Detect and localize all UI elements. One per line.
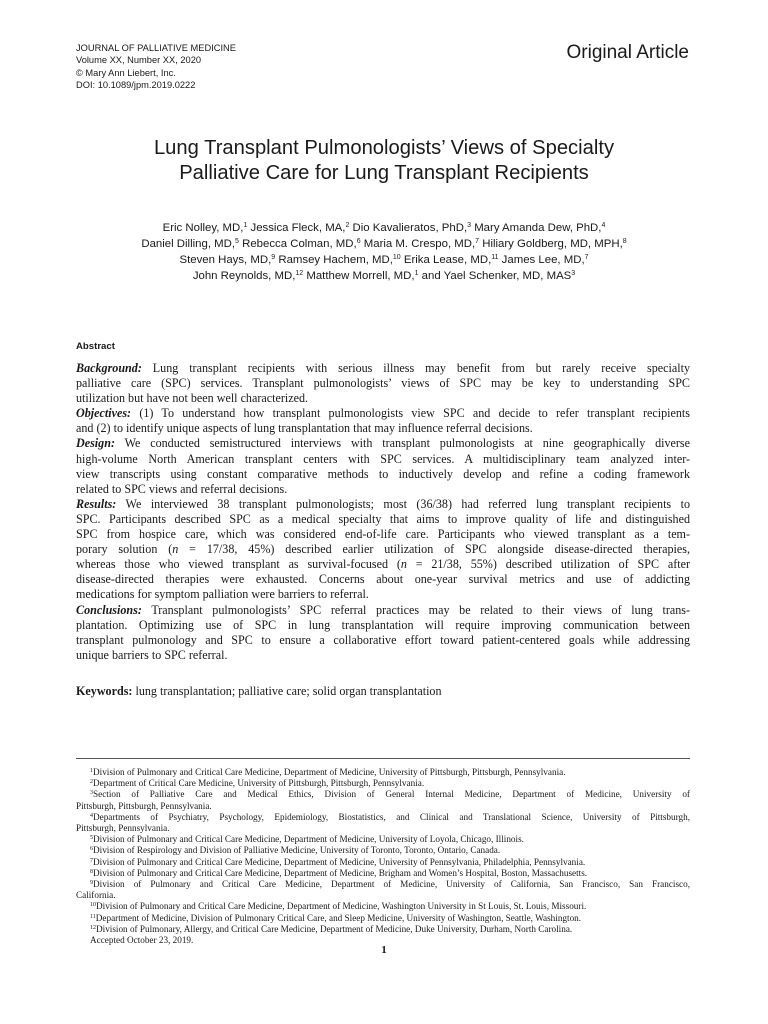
affiliation-ref: 1	[243, 222, 248, 229]
footnote-text: Departments of Psychiatry, Psychology, Epidemiology, Biostatistics, and Clinical and Translational Science, University of Pittsburgh,	[93, 811, 690, 822]
affiliation-ref: 3	[571, 270, 576, 277]
abstract-line	[76, 436, 690, 451]
abstract-line: medications for symptom palliation were barriers to referral.	[76, 587, 369, 602]
footnote-number: 4	[90, 812, 93, 819]
affiliation-ref: 11	[491, 254, 499, 261]
author-name: John Reynolds, MD,	[192, 270, 296, 282]
abstract-line	[76, 542, 690, 557]
abstract-line: related to SPC views and referral decisions.	[76, 481, 288, 496]
footnote-line	[76, 924, 690, 935]
author-line-1	[70, 220, 698, 236]
author-name: Mary Amanda Dew, PhD,	[471, 222, 602, 234]
footnote-text: Division of Pulmonary and Critical Care Medicine, Department of Medicine, University of Pennsylvania, Philadelphia, Pennsylvania.	[93, 856, 586, 867]
abstract-line: plantation. Optimizing use of SPC in lung transplantation will require improving communication between	[76, 617, 690, 632]
footnote-line	[76, 879, 690, 890]
article-type-label: Original Article	[566, 42, 689, 63]
abstract-line: and (2) to identify unique aspects of lung transplantation that may influence referral decisions.	[76, 421, 533, 436]
abstract-line: disease-directed therapies were exhausted. Concerns about one-year survival metrics and use of addicting	[76, 572, 690, 587]
abstract-line	[76, 603, 690, 618]
author-name: Maria M. Crespo, MD,	[360, 238, 476, 250]
abstract-line: high-volume North American transplant centers with SPC services. A multidisciplinary team analyzed inter-	[76, 451, 690, 466]
affiliation-footnotes	[76, 767, 690, 946]
journal-name: JOURNAL OF PALLIATIVE MEDICINE	[76, 43, 236, 53]
footnote-line	[76, 778, 690, 789]
abstract-body	[76, 361, 690, 663]
footnote-line	[76, 767, 690, 778]
journal-info	[76, 42, 236, 92]
footnote-number: 6	[90, 846, 93, 853]
footnote-number: 12	[90, 924, 96, 931]
author-name: Erika Lease, MD,	[400, 254, 492, 266]
footnote-text: Department of Medicine, Division of Pulmonary Critical Care, and Sleep Medicine, University of Washington, Seattle, Washington.	[95, 912, 582, 923]
footnote-number: 11	[90, 913, 96, 920]
footnote-text: Division of Pulmonary and Critical Care Medicine, Department of Medicine, Washington University in St Louis, St. Louis, Missouri.	[96, 901, 587, 912]
footnote-line	[76, 789, 690, 800]
footnote-line	[76, 834, 690, 845]
affiliation-ref: 2	[345, 222, 350, 229]
footnote-number: 8	[90, 868, 93, 875]
results-label: Results:	[76, 496, 117, 511]
footnote-text: Department of Critical Care Medicine, University of Pittsburgh, Pittsburgh, Pennsylvania.	[93, 778, 425, 789]
footnote-divider	[76, 758, 690, 759]
footnote-line	[76, 913, 690, 924]
footnote-text: Section of Palliative Care and Medical Ethics, Division of General Internal Medicine, Department of Medicine, University of	[93, 789, 690, 800]
background-label: Background:	[76, 361, 142, 375]
title-line-1: Lung Transplant Pulmonologists’ Views of Specialty	[153, 137, 615, 159]
doi-line: DOI: 10.1089/jpm.2019.0222	[76, 80, 196, 91]
abstract-text: = 17/38, 45%) described earlier utilization of SPC alongside disease-directed therapies,	[178, 542, 690, 557]
accepted-date: Accepted October 23, 2019.	[90, 935, 194, 946]
abstract-text: n	[172, 542, 179, 557]
abstract-text: Transplant pulmonologists’ SPC referral practices may be related to their views of lung trans-	[141, 602, 690, 617]
author-line-2	[70, 236, 698, 252]
author-line-4	[70, 268, 698, 284]
conclusions-label: Conclusions:	[76, 602, 142, 617]
article-title	[60, 136, 708, 186]
footnote-text: Division of Pulmonary, Allergy, and Critical Care Medicine, Department of Medicine, Duke University, Durham, North Carolina.	[96, 923, 573, 934]
keywords-label: Keywords:	[76, 684, 133, 698]
abstract-line	[76, 406, 690, 421]
abstract-line: unique barriers to SPC referral.	[76, 647, 228, 662]
abstract-line: SPC. Participants described SPC as a medical specialty that aims to improve quality of life and distinguished	[76, 511, 690, 526]
abstract-text: n	[400, 557, 407, 572]
abstract-text: = 21/38, 55%) described utilization of SPC after	[406, 557, 690, 572]
author-name: Hiliary Goldberg, MD, MPH,	[479, 238, 623, 250]
affiliation-ref: 8	[622, 238, 627, 245]
author-name: Daniel Dilling, MD,	[141, 238, 236, 250]
author-name: Dio Kavalieratos, PhD,	[349, 222, 468, 234]
footnote-number: 7	[90, 857, 93, 864]
affiliation-ref: 9	[271, 254, 276, 261]
author-name: Eric Nolley, MD,	[162, 222, 244, 234]
author-name: James Lee, MD,	[498, 254, 585, 266]
abstract-text: porary solution (	[76, 542, 173, 557]
affiliation-ref: 6	[356, 238, 361, 245]
footnote-text: Division of Pulmonary and Critical Care Medicine, Department of Medicine, University of California, San Francisco, San Francisco,	[93, 879, 690, 890]
author-name: Jessica Fleck, MA,	[247, 222, 346, 234]
abstract-text: whereas those who viewed transplant as survival-focused (	[76, 557, 401, 572]
abstract-text: Lung transplant recipients with serious illness may benefit from but rarely receive specialty	[141, 361, 690, 375]
footnote-number: 5	[90, 835, 93, 842]
author-line-3	[70, 252, 698, 268]
author-name: Steven Hays, MD,	[179, 254, 272, 266]
affiliation-ref: 4	[601, 222, 606, 229]
footnote-number: 10	[90, 902, 96, 909]
author-name: Rebecca Colman, MD,	[238, 238, 357, 250]
affiliation-ref: 7	[584, 254, 589, 261]
abstract-line	[76, 361, 690, 376]
affiliation-ref: 7	[475, 238, 480, 245]
affiliation-ref: 5	[235, 238, 239, 245]
affiliation-ref: 10	[392, 254, 401, 261]
abstract-text: (1) To understand how transplant pulmonologists view SPC and decide to refer transplant recipients	[131, 406, 690, 421]
author-name: Ramsey Hachem, MD,	[275, 254, 393, 266]
keywords-line	[76, 684, 442, 699]
footnote-line: Pittsburgh, Pennsylvania.	[76, 823, 170, 834]
footnote-line	[76, 868, 690, 879]
abstract-line: utilization but have not been well characterized.	[76, 391, 309, 406]
footnote-text: Division of Pulmonary and Critical Care Medicine, Department of Medicine, Brigham and Women’s Hospital, Boston, Massachusetts.	[93, 867, 588, 878]
page-number: 1	[381, 944, 387, 956]
affiliation-ref: 1	[414, 270, 419, 277]
footnote-line	[76, 901, 690, 912]
journal-volume: Volume XX, Number XX, 2020	[76, 55, 202, 66]
footnote-text: Division of Pulmonary and Critical Care Medicine, Department of Medicine, University of Pittsburgh, Pittsburgh, Pennsylvania.	[93, 767, 566, 777]
abstract-text: We interviewed 38 transplant pulmonologists; most (36/38) had referred lung transplant recipients to	[116, 496, 690, 511]
title-line-2: Palliative Care for Lung Transplant Recipients	[179, 162, 589, 184]
footnote-text: Division of Respirology and Division of Palliative Medicine, University of Toronto, Toronto, Ontario, Canada.	[93, 845, 501, 856]
author-list	[70, 220, 698, 284]
abstract-line: palliative care (SPC) services. Transplant pulmonologists’ views of SPC may be key to understanding SPC	[76, 376, 690, 391]
footnote-number: 1	[90, 768, 93, 774]
abstract-line: view transcripts using constant comparative methods to inductively develop and refine a coding framework	[76, 466, 690, 481]
footnote-number: 3	[90, 790, 93, 797]
footnote-text: Division of Pulmonary and Critical Care Medicine, Department of Medicine, University of Loyola, Chicago, Illinois.	[93, 834, 524, 845]
footnote-number: 2	[90, 779, 93, 786]
footnote-number: 9	[90, 880, 93, 887]
affiliation-ref: 12	[295, 270, 304, 277]
abstract-line	[76, 497, 690, 512]
abstract-line	[76, 557, 690, 572]
abstract-line: SPC from hospice care, which was considered end-of-life care. Participants who viewed transplant as a tem-	[76, 527, 690, 542]
affiliation-ref: 3	[467, 222, 472, 229]
copyright-line: © Mary Ann Liebert, Inc.	[76, 67, 176, 78]
design-label: Design:	[76, 436, 115, 451]
footnote-line: California.	[76, 890, 116, 901]
abstract-heading: Abstract	[76, 341, 115, 352]
author-name: and Yael Schenker, MD, MAS	[418, 270, 572, 282]
footnote-line	[76, 857, 690, 868]
author-name: Matthew Morrell, MD,	[303, 270, 415, 282]
abstract-text: We conducted semistructured interviews with transplant pulmonologists at nine geographically diverse	[114, 436, 690, 451]
footnote-line	[76, 812, 690, 823]
abstract-line: transplant pulmonology and SPC to ensure a collaborative effort toward patient-centered goals while addressing	[76, 632, 690, 647]
objectives-label: Objectives:	[76, 406, 132, 421]
footnote-line	[76, 845, 690, 856]
footnote-line: Pittsburgh, Pittsburgh, Pennsylvania.	[76, 800, 212, 811]
keywords-text: lung transplantation; palliative care; solid organ transplantation	[132, 684, 442, 698]
